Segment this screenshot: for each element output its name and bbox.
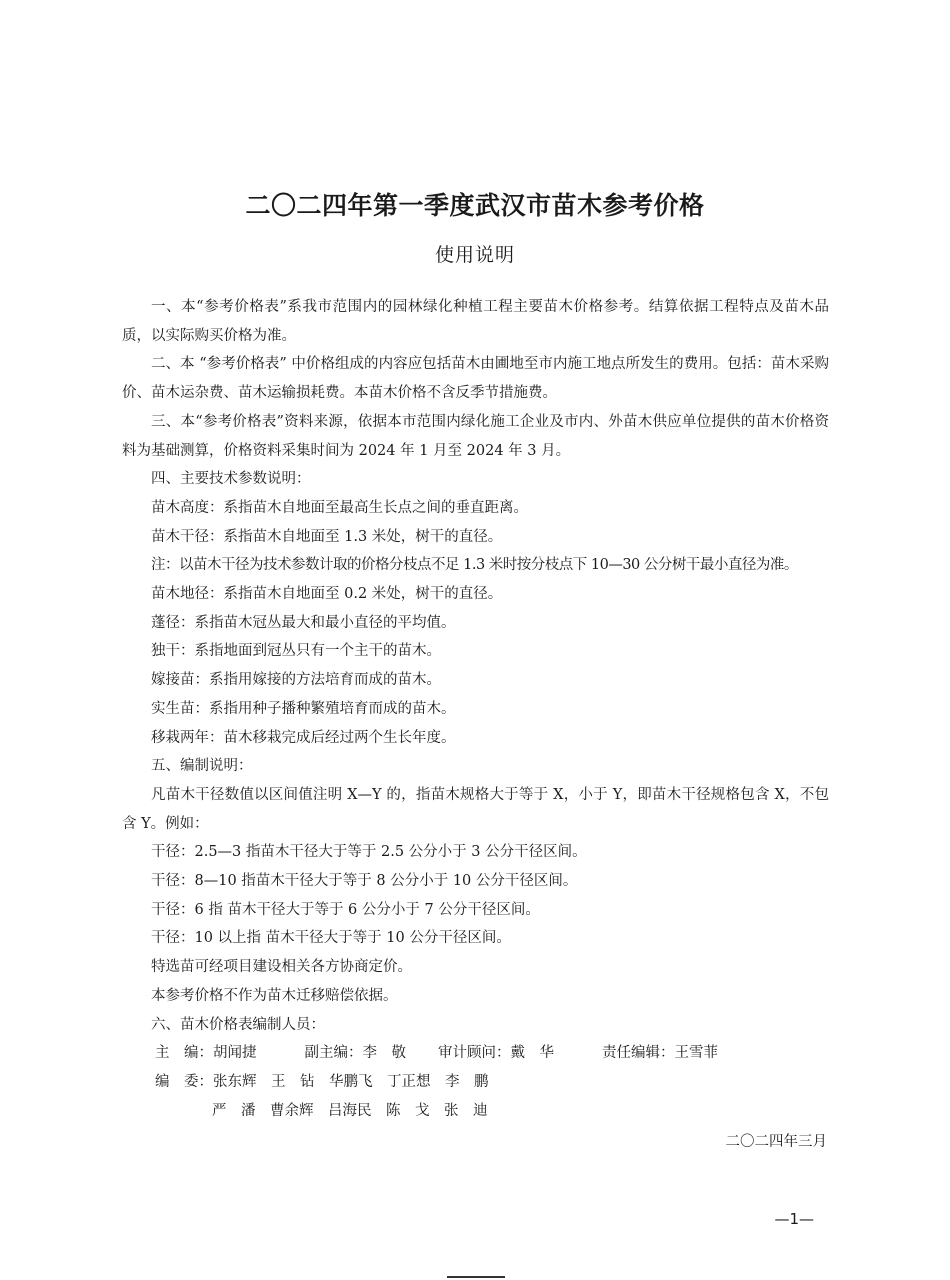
- document-body: [122, 293, 829, 1125]
- staff-editors-line: [122, 1039, 829, 1068]
- paragraph-example-4: 干径：10 以上指 苗木干径大于等于 10 公分干径区间。: [151, 930, 511, 947]
- paragraph-2: 二、本 “参考价格表” 中价格组成的内容应包括苗木由圃地至市内施工地点所发生的费用。包括：苗木采购价、苗木运杂费、苗木运输损耗费。本苗木价格不含反季节措施费。: [122, 356, 829, 402]
- paragraph-example-1: 干径：2.5—3 指苗木干径大于等于 2.5 公分小于 3 公分干径区间。: [151, 844, 587, 861]
- document-date: 二〇二四年三月: [725, 1134, 827, 1150]
- paragraph-trunk-diameter: 苗木干径：系指苗木自地面至 1.3 米处，树干的直径。: [151, 528, 503, 545]
- section-heading-staff: 六、苗木价格表编制人员：: [151, 1016, 325, 1033]
- responsible-editor: 责任编辑：王雪菲: [602, 1045, 718, 1062]
- paragraph-example-2: 干径：8—10 指苗木干径大于等于 8 公分小于 10 公分干径区间。: [151, 873, 578, 890]
- page-number: —1—: [774, 1210, 814, 1228]
- section-heading-tech-params: 四、主要技术参数说明：: [151, 471, 311, 488]
- paragraph-seed-grown: 实生苗：系指用种子播种繁殖培育而成的苗木。: [151, 700, 456, 717]
- paragraph-grafted: 嫁接苗：系指用嫁接的方法培育而成的苗木。: [151, 672, 441, 689]
- chief-editor: 主 编：胡闻捷: [155, 1045, 257, 1062]
- paragraph-compensation: 本参考价格不作为苗木迁移赔偿依据。: [151, 987, 398, 1004]
- committee-line-2: 严 潘 曹余辉 吕海民 陈 戈 张 迪: [212, 1102, 488, 1119]
- paragraph-ground-diameter: 苗木地径：系指苗木自地面至 0.2 米处，树干的直径。: [151, 586, 503, 603]
- paragraph-interval: 凡苗木干径数值以区间值注明 X—Y 的，指苗木规格大于等于 X，小于 Y，即苗木干径规格包含 X，不包含 Y。例如：: [122, 786, 829, 832]
- paragraph-crown-diameter: 蓬径：系指苗木冠丛最大和最小直径的平均值。: [151, 614, 456, 631]
- paragraph-3: 三、本“参考价格表”资料来源，依据本市范围内绿化施工企业及市内、外苗木供应单位提供的苗木价格资料为基础测算，价格资料采集时间为 2024 年 1 月至 2024 年 3 月。: [122, 413, 829, 459]
- paragraph-note: 注：以苗木干径为技术参数计取的价格分枝点不足 1.3 米时按分枝点下 10—30 公分树干最小直径为准。: [151, 557, 798, 574]
- section-heading-compile: 五、编制说明：: [151, 758, 253, 775]
- audit-advisor: 审计顾问：戴 华: [438, 1045, 554, 1062]
- page-subtitle: 使用说明: [434, 244, 515, 266]
- page-title: 二〇二四年第一季度武汉市苗木参考价格: [245, 191, 705, 220]
- committee-line-1: 编 委：张东辉 王 钻 华鹏飞 丁正想 李 鹏: [155, 1073, 489, 1090]
- paragraph-special: 特选苗可经项目建设相关各方协商定价。: [151, 959, 412, 976]
- paragraph-single-trunk: 独干：系指地面到冠丛只有一个主干的苗木。: [151, 643, 441, 660]
- paragraph-example-3: 干径：6 指 苗木干径大于等于 6 公分小于 7 公分干径区间。: [151, 901, 540, 918]
- paragraph-seedling-height: 苗木高度：系指苗木自地面至最高生长点之间的垂直距离。: [151, 499, 528, 516]
- bottom-divider: [447, 1276, 505, 1278]
- paragraph-transplant: 移栽两年：苗木移栽完成后经过两个生长年度。: [151, 729, 456, 746]
- paragraph-1: 一、本“参考价格表”系我市范围内的园林绿化种植工程主要苗木价格参考。结算依据工程特点及苗木品质，以实际购买价格为准。: [122, 299, 829, 344]
- deputy-editor: 副主编：李 敬: [304, 1045, 406, 1062]
